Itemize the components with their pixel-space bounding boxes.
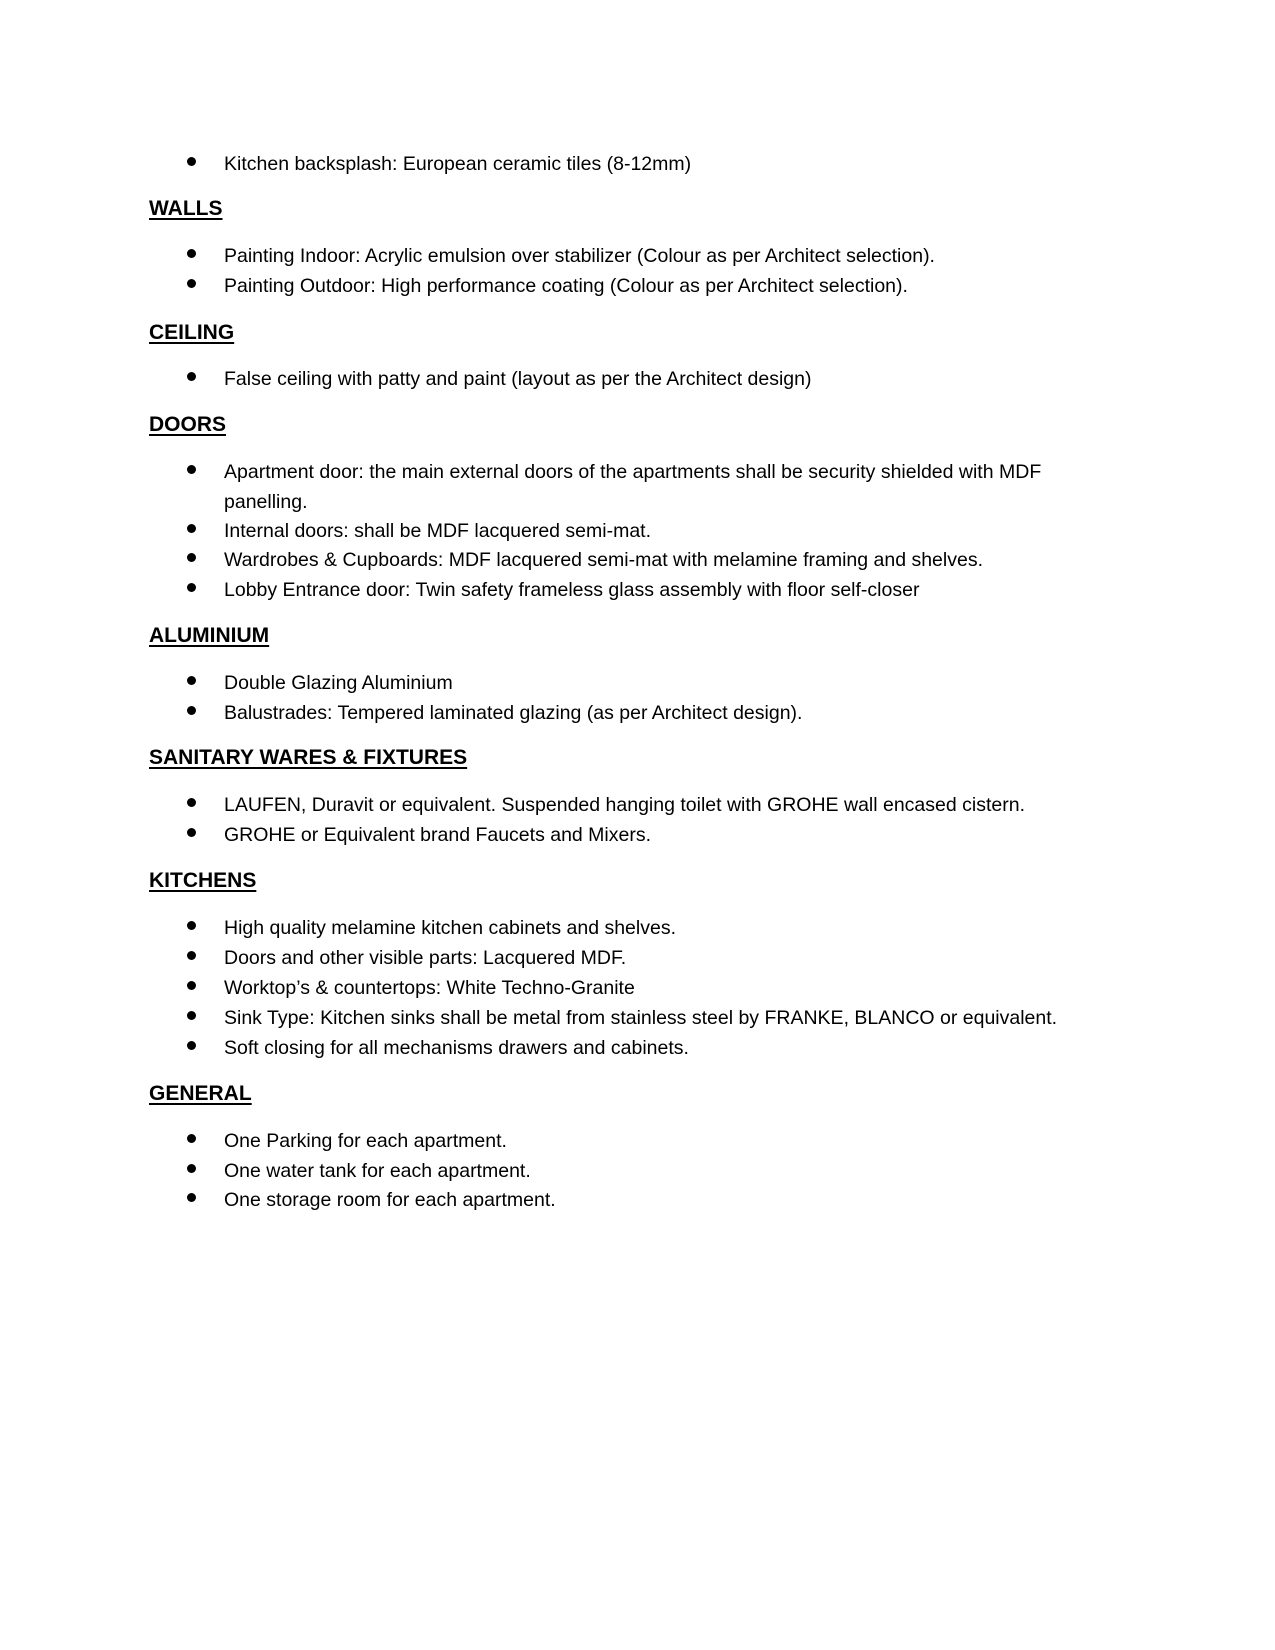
list-item-text: Apartment door: the main external doors of the apartments shall be security shielded with MDF panelling.	[224, 461, 1042, 513]
list-item-text: Kitchen backsplash: European ceramic tiles (8-12mm)	[224, 153, 692, 175]
list-item-text: Wardrobes & Cupboards: MDF lacquered semi-mat with melamine framing and shelves.	[224, 549, 983, 571]
bullet-icon	[187, 1011, 196, 1020]
bullet-icon	[187, 583, 196, 592]
section-heading: GENERAL	[149, 1082, 252, 1105]
bullet-icon	[187, 553, 196, 562]
bullet-icon	[187, 157, 196, 166]
list-item-text: One storage room for each apartment.	[224, 1189, 556, 1211]
bullet-icon	[187, 921, 196, 930]
list-item-text: High quality melamine kitchen cabinets and shelves.	[224, 917, 676, 939]
bullet-icon	[187, 1164, 196, 1173]
bullet-icon	[187, 524, 196, 533]
list-item-text: Internal doors: shall be MDF lacquered semi-mat.	[224, 520, 652, 542]
bullet-icon	[187, 279, 196, 288]
list-item-text: Soft closing for all mechanisms drawers and cabinets.	[224, 1037, 689, 1059]
bullet-icon	[187, 676, 196, 685]
list-item-text: Painting Outdoor: High performance coating (Colour as per Architect selection).	[224, 275, 908, 297]
list-item-text: Balustrades: Tempered laminated glazing (as per Architect design).	[224, 702, 803, 724]
section-heading: CEILING	[149, 321, 235, 344]
section-heading: WALLS	[149, 197, 223, 220]
list-item-text: LAUFEN, Duravit or equivalent. Suspended hanging toilet with GROHE wall encased cistern.	[224, 794, 1025, 816]
section-heading: KITCHENS	[149, 869, 257, 892]
bullet-icon	[187, 1134, 196, 1143]
list-item-text: Doors and other visible parts: Lacquered MDF.	[224, 947, 627, 969]
bullet-icon	[187, 951, 196, 960]
list-item-text: One Parking for each apartment.	[224, 1130, 507, 1152]
section-heading: ALUMINIUM	[149, 624, 270, 647]
bullet-icon	[187, 828, 196, 837]
list-item-text: False ceiling with patty and paint (layout as per the Architect design)	[224, 368, 812, 390]
list-item-text: Sink Type: Kitchen sinks shall be metal from stainless steel by FRANKE, BLANCO or equivalent.	[224, 1007, 1058, 1029]
bullet-icon	[187, 981, 196, 990]
bullet-icon	[187, 1193, 196, 1202]
bullet-icon	[187, 249, 196, 258]
section-heading: DOORS	[149, 413, 227, 436]
section-heading: SANITARY WARES & FIXTURES	[149, 746, 468, 769]
list-item-text: GROHE or Equivalent brand Faucets and Mixers.	[224, 824, 652, 846]
list-item-text: One water tank for each apartment.	[224, 1160, 531, 1182]
list-item-text: Painting Indoor: Acrylic emulsion over stabilizer (Colour as per Architect selection).	[224, 245, 935, 267]
list-item-text: Worktop’s & countertops: White Techno-Granite	[224, 977, 635, 999]
bullet-icon	[187, 706, 196, 715]
list-item-text: Double Glazing Aluminium	[224, 672, 453, 694]
list-item-text: Lobby Entrance door: Twin safety frameless glass assembly with floor self-closer	[224, 579, 920, 601]
bullet-icon	[187, 1041, 196, 1050]
bullet-icon	[187, 465, 196, 474]
bullet-icon	[187, 372, 196, 381]
bullet-icon	[187, 798, 196, 807]
